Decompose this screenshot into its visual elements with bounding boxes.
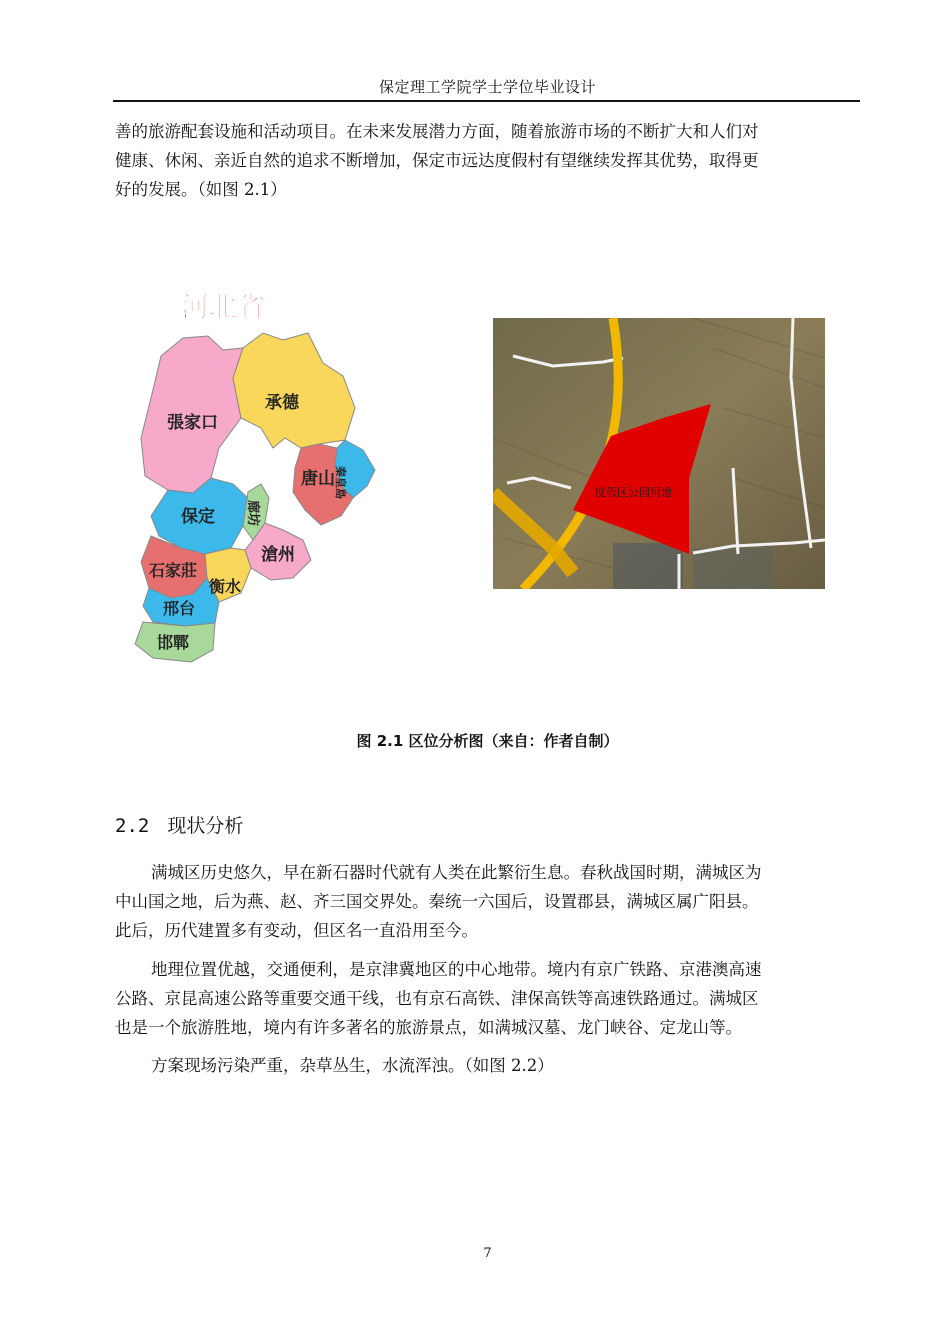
region-label: 邯鄲	[157, 633, 190, 652]
buildings	[693, 548, 773, 589]
text-line: 此后，历代建置多有变动，但区名一直沿用至今。	[115, 921, 478, 940]
region-label: 邢台	[163, 599, 196, 618]
text-line: 也是一个旅游胜地，境内有许多著名的旅游景点，如满城汉墓、龙门峡谷、定龙山等。	[115, 1018, 742, 1037]
section-number: 2.2	[115, 815, 150, 837]
text-line: 中山国之地，后为燕、赵、齐三国交界处。秦统一六国后，设置郡县，满城区属广阳县。	[115, 892, 759, 911]
region-chengde	[233, 333, 355, 448]
region-label: 滄州	[261, 545, 295, 565]
text-line: 善的旅游配套设施和活动项目。在未来发展潜力方面，随着旅游市场的不断扩大和人们对	[115, 122, 759, 141]
text-line: 公路、京昆高速公路等重要交通干线，也有京石高铁、津保高铁等高速铁路通过。满城区	[115, 989, 759, 1008]
buildings	[613, 543, 683, 589]
section-heading	[115, 811, 243, 838]
page-number: 7	[483, 1246, 492, 1261]
region-label: 廊坊	[245, 500, 260, 527]
hebei-map	[123, 278, 383, 668]
region-label: 秦皇島	[334, 466, 347, 499]
text-line: 好的发展。（如图 2.1）	[115, 180, 287, 199]
body-paragraph	[115, 955, 860, 1042]
region-label: 保定	[181, 507, 215, 527]
aerial-site-photo	[493, 318, 825, 589]
text-line: 地理位置优越，交通便利，是京津冀地区的中心地带。境内有京广铁路、京港澳高速	[151, 960, 762, 979]
region-label: 石家莊	[149, 561, 198, 580]
site-label: 度假区公园用地	[595, 486, 672, 499]
body-paragraph	[115, 858, 860, 945]
region-label: 張家口	[167, 413, 218, 433]
running-header: 保定理工学院学士学位毕业设计	[378, 78, 596, 96]
section-title: 现状分析	[167, 815, 244, 837]
region-label: 衡水	[209, 577, 242, 596]
figure-caption: 图 2.1 区位分析图（来自：作者自制）	[356, 732, 619, 750]
map-title: 河北省	[181, 290, 266, 323]
header-rule	[113, 100, 860, 102]
text-line: 满城区历史悠久，早在新石器时代就有人类在此繁衍生息。春秋战国时期，满城区为	[151, 863, 762, 882]
intro-paragraph	[115, 117, 860, 204]
text-line: 方案现场污染严重，杂草丛生，水流浑浊。（如图 2.2）	[151, 1056, 554, 1075]
text-line: 健康、休闲、亲近自然的追求不断增加，保定市远达度假村有望继续发挥其优势，取得更	[115, 151, 759, 170]
region-label: 唐山	[301, 469, 335, 489]
body-paragraph	[115, 1051, 860, 1080]
region-label: 承德	[265, 393, 299, 413]
figure-2-1	[115, 270, 860, 670]
